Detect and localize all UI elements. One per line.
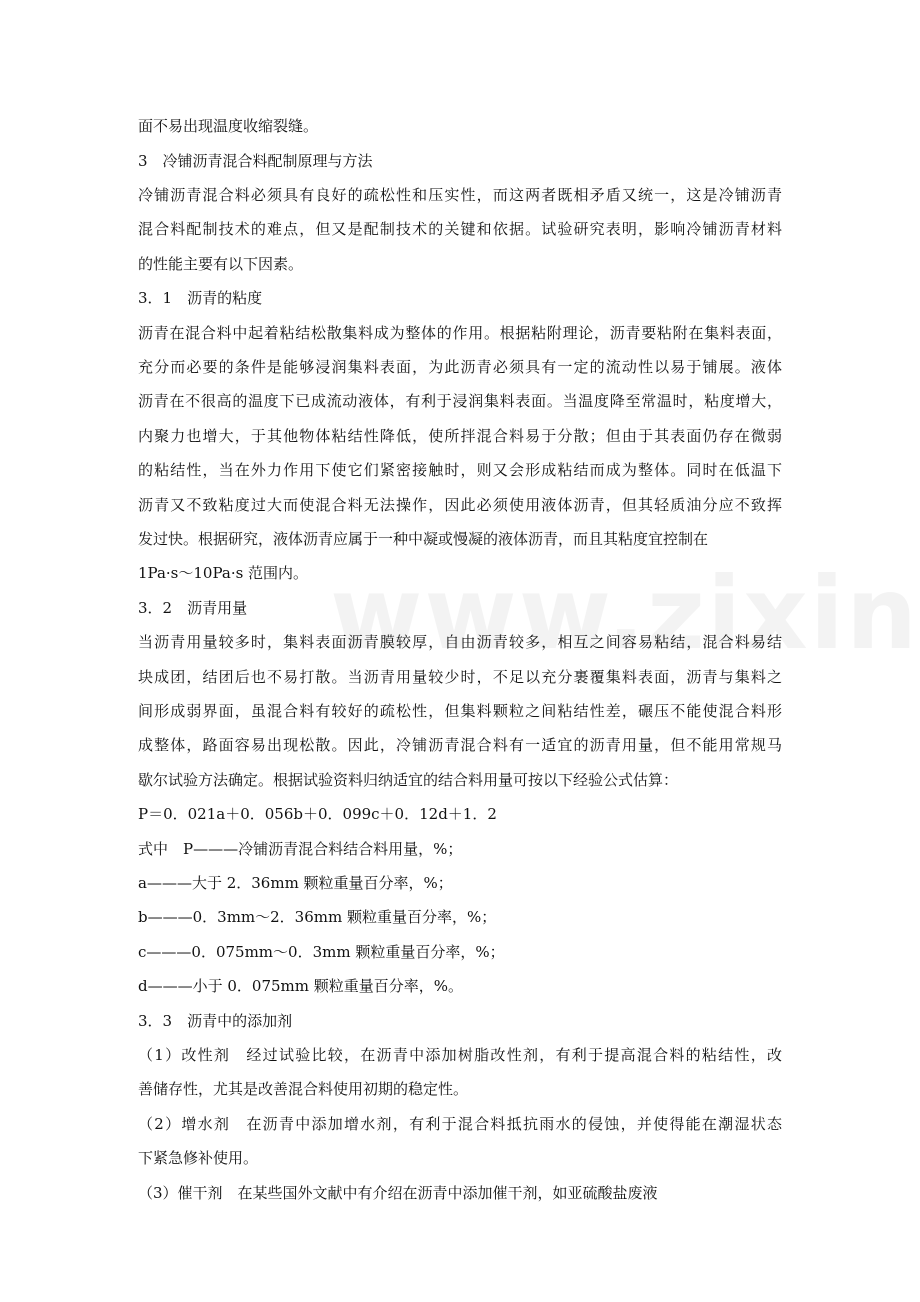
- paragraph-line: （1）改性剂 经过试验比较，在沥青中添加树脂改性剂，有利于提高混合料的粘结性，改: [138, 1046, 782, 1064]
- formula-definition: a———大于 2．36mm 颗粒重量百分率，%；: [138, 874, 453, 892]
- paragraph-line: 下紧急修补使用。: [138, 1149, 259, 1167]
- paragraph-line: （2）增水剂 在沥青中添加增水剂，有利于混合料抵抗雨水的侵蚀，并使得能在潮湿状态: [138, 1115, 782, 1133]
- paragraph-line: 歇尔试验方法确定。根据试验资料归纳适宜的结合料用量可按以下经验公式估算：: [138, 771, 679, 789]
- subsection-heading: 3．3 沥青中的添加剂: [138, 1012, 293, 1030]
- paragraph-line: 沥青在不很高的温度下已成流动液体，有利于浸润集料表面。当温度降至常温时，粘度增大，: [138, 392, 782, 410]
- formula: P＝0．021a＋0．056b＋0．099c＋0．12d＋1．2: [138, 805, 497, 823]
- paragraph-line: 面不易出现温度收缩裂缝。: [138, 117, 319, 135]
- paragraph-line: 发过快。根据研究，液体沥青应属于一种中凝或慢凝的液体沥青，而且其粘度宜控制在: [138, 530, 709, 548]
- formula-definition: d———小于 0．075mm 颗粒重量百分率，%。: [138, 977, 464, 995]
- paragraph-line: （3）催干剂 在某些国外文献中有介绍在沥青中添加催干剂，如亚硫酸盐废液: [138, 1184, 658, 1202]
- paragraph-line: 间形成弱界面，虽混合料有较好的疏松性，但集料颗粒之间粘结性差，碾压不能使混合料形: [138, 702, 782, 720]
- paragraph-line: 当沥青用量较多时，集料表面沥青膜较厚，自由沥青较多，相互之间容易粘结，混合料易结: [138, 633, 782, 651]
- paragraph-line: 的性能主要有以下因素。: [138, 255, 304, 273]
- paragraph-line: 沥青又不致粘度过大而使混合料无法操作，因此必须使用液体沥青，但其轻质油分应不致挥: [138, 496, 782, 514]
- section-heading: 3 冷铺沥青混合料配制原理与方法: [138, 152, 373, 170]
- paragraph-line: 善储存性，尤其是改善混合料使用初期的稳定性。: [138, 1080, 469, 1098]
- paragraph-line: 充分而必要的条件是能够浸润集料表面，为此沥青必须具有一定的流动性以易于铺展。液体: [138, 358, 782, 376]
- watermark: [330, 555, 920, 672]
- paragraph-line: 冷铺沥青混合料必须具有良好的疏松性和压实性，而这两者既相矛盾又统一，这是冷铺沥青: [138, 186, 782, 204]
- formula-definition: c———0．075mm～0．3mm 颗粒重量百分率，%；: [138, 943, 505, 961]
- paragraph-line: 的粘结性，当在外力作用下使它们紧密接触时，则又会形成粘结而成为整体。同时在低温下: [138, 461, 782, 479]
- paragraph-line: 混合料配制技术的难点，但又是配制技术的关键和依据。试验研究表明，影响冷铺沥青材料: [138, 220, 782, 238]
- subsection-heading: 3．1 沥青的粘度: [138, 289, 263, 307]
- paragraph-line: 成整体，路面容易出现松散。因此，冷铺沥青混合料有一适宜的沥青用量，但不能用常规马: [138, 736, 782, 754]
- paragraph-line: 1Pa·s～10Pa·s 范围内。: [138, 564, 309, 582]
- formula-definition: b———0．3mm～2．36mm 颗粒重量百分率，%；: [138, 908, 497, 926]
- formula-definition: 式中 P———冷铺沥青混合料结合料用量，%；: [138, 840, 463, 858]
- subsection-heading: 3．2 沥青用量: [138, 599, 248, 617]
- paragraph-line: 内聚力也增大，于其他物体粘结性降低，使所拌混合料易于分散；但由于其表面仍存在微弱: [138, 427, 782, 445]
- paragraph-line: 块成团，结团后也不易打散。当沥青用量较少时，不足以充分裹覆集料表面，沥青与集料之: [138, 668, 782, 686]
- paragraph-line: 沥青在混合料中起着粘结松散集料成为整体的作用。根据粘附理论，沥青要粘附在集料表面，: [138, 324, 782, 342]
